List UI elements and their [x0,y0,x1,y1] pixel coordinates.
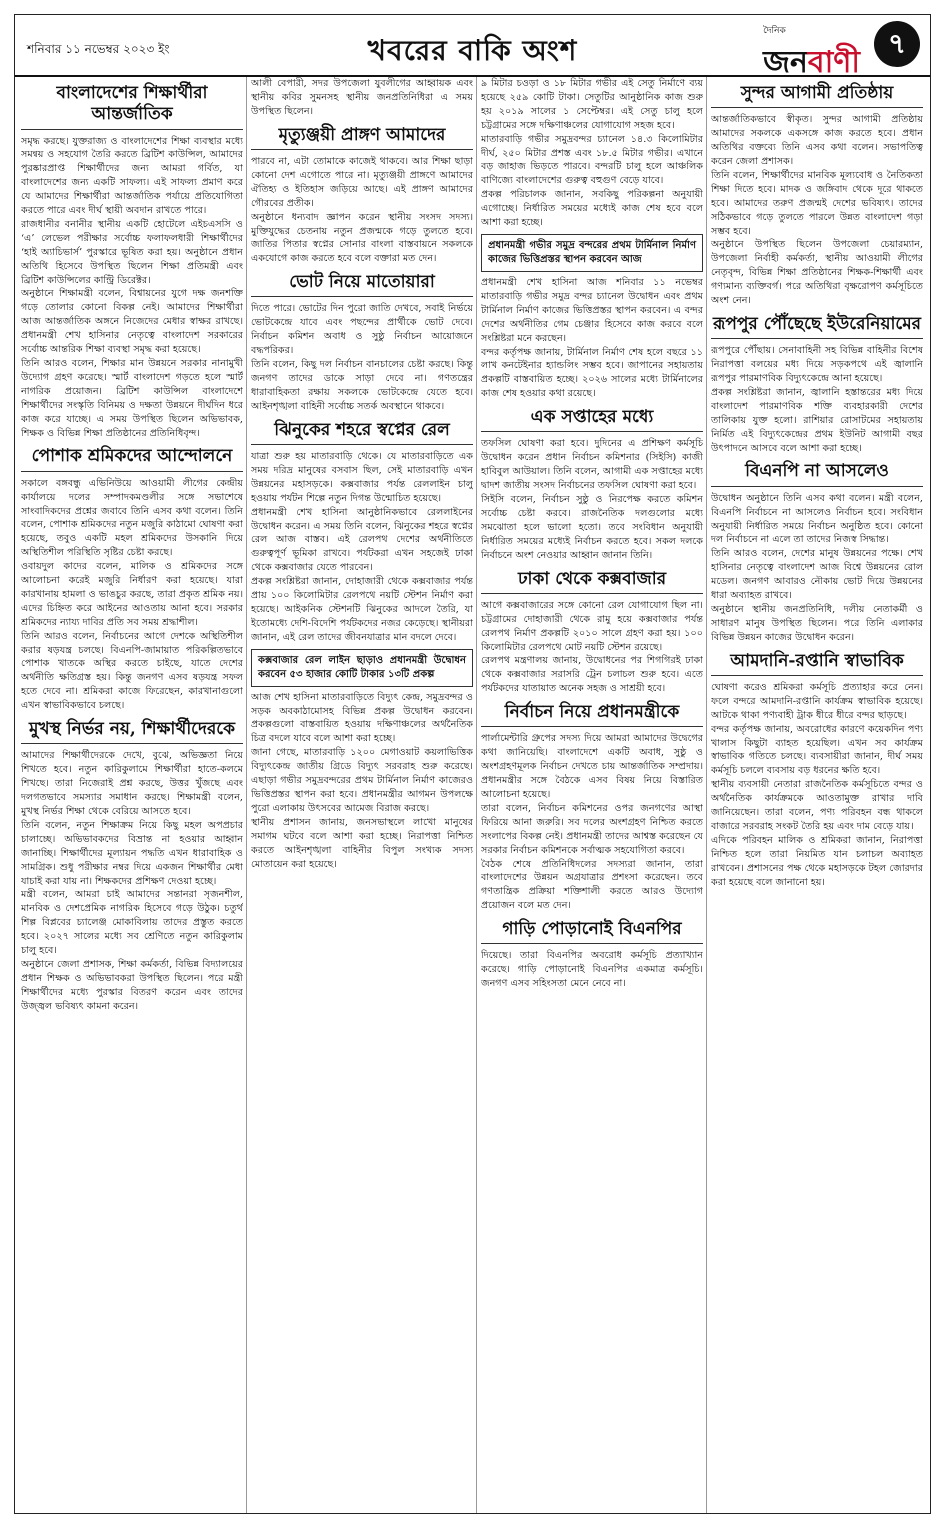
column-4 [711,77,923,1513]
article-paragraph: প্রকল্প সংশ্লিষ্টরা জানান, দোহাজারী থেকে কক্সবাজার পর্যন্ত প্রায় ১০০ কিলোমিটার রেলপথে নয়টি স্টেশন নির্মাণ করা হয়েছে। আইকনিক স্টেশনটি ঝিনুকের আদলে তৈরি, যা ইতোমধ্যে দেশি-বিদেশি পর্যটকদের নজর কেড়েছে। স্থানীয়রা জানান, এই রেল তাদের জীবনযাত্রার মান বদলে দেবে। [251,576,473,643]
article-headline: নির্বাচন নিয়ে প্রধানমন্ত্রীকে [481,702,703,727]
article-paragraph: পার্লামেন্টারি গ্রুপের সদস্য দিয়ে আমরা আমাদের উদ্বেগের কথা জানিয়েছি। বাংলাদেশে একটি অবাধ, সুষ্ঠু ও অংশগ্রহণমূলক নির্বাচন দেখতে চায় আন্তর্জাতিক সম্প্রদায়। প্রধানমন্ত্রীর সঙ্গে বৈঠকে এসব বিষয় নিয়ে বিস্তারিত আলোচনা হয়েছে। [481,733,703,800]
article-paragraph: তারা বলেন, নির্বাচন কমিশনের ওপর জনগণের আস্থা ফিরিয়ে আনা জরুরি। সব দলের অংশগ্রহণ নিশ্চিত করতে সংলাপের বিকল্প নেই। প্রধানমন্ত্রী তাদের আশ্বস্ত করেছেন যে সরকার নির্বাচন কমিশনকে সর্বাত্মক সহযোগিতা করবে। [481,802,703,856]
article-paragraph: তফসিল ঘোষণা করা হবে। দুদিনের এ প্রশিক্ষণ কর্মসূচি উদ্বোধন করেন প্রধান নির্বাচন কমিশনার (সিইসি) কাজী হাবিবুল আউয়াল। তিনি বলেন, আগামী এক সপ্তাহের মধ্যে দ্বাদশ জাতীয় সংসদ নির্বাচনের তফসিল ঘোষণা করা হবে। [481,438,703,492]
article-paragraph: প্রধানমন্ত্রী শেখ হাসিনা আজ শনিবার ১১ নভেম্বর মাতারবাড়ি গভীর সমুদ্র বন্দর চ্যানেল উদ্বোধন এবং প্রথম টার্মিনাল নির্মাণ কাজের ভিত্তিপ্রস্তর স্থাপন করবেন। এ বন্দর দেশের অর্থনীতির গেম চেঞ্জার হিসেবে কাজ করবে বলে সংশ্লিষ্টরা মনে করছেন। [481,276,703,344]
article [481,407,703,562]
column-2 [251,77,473,1513]
article-paragraph: যাত্রা শুরু হয় মাতারবাড়ি থেকে। যে মাতারবাড়িতে এক সময় দরিদ্র মানুষের বসবাস ছিল, সেই মাতারবাড়ি এখন উন্নয়নের মহাসড়কে। কক্সবাজার পর্যন্ত রেললাইন চালু হওয়ায় পর্যটন শিল্পে নতুন দিগন্ত উন্মোচিত হয়েছে। [251,450,473,504]
column-divider [706,77,707,1513]
article-headline: এক সপ্তাহের মধ্যে [481,407,703,432]
newspaper-page [14,14,931,1514]
article-headline: বাংলাদেশের শিক্ষার্থীরা আন্তর্জাতিক [21,83,243,130]
article-headline: ভোট নিয়ে মাতোয়ারা [251,272,473,297]
logo-text [763,45,860,80]
article-paragraph: রূপপুরে পৌঁছায়। সেনাবাহিনী সহ বিভিন্ন বাহিনীর বিশেষ নিরাপত্তা বলয়ের মধ্য দিয়ে সড়কপথে এই জ্বালানি রূপপুর পারমাণবিক বিদ্যুৎকেন্দ্রে আনা হয়েছে। [711,345,923,384]
article-headline: গাড়ি পোড়ানোই বিএনপির [481,919,703,944]
article-headline: সুন্দর আগামী প্রতিষ্ঠায় [711,83,923,108]
article [481,702,703,913]
article-paragraph: অনুষ্ঠানে স্থানীয় জনপ্রতিনিধি, দলীয় নেতাকর্মী ও সাধারণ মানুষ উপস্থিত ছিলেন। পরে তিনি এলাকার বিভিন্ন উন্নয়ন কাজের উদ্বোধন করেন। [711,603,923,643]
article [251,77,473,119]
article-paragraph: সকালে বঙ্গবন্ধু এভিনিউয়ে আওয়ামী লীগের কেন্দ্রীয় কার্যালয়ে দলের সম্পাদকমণ্ডলীর সঙ্গে সভাশেষে সাংবাদিকদের প্রশ্নের জবাবে তিনি এসব কথা বলেন। তিনি বলেন, পোশাক শ্রমিকদের নতুন মজুরি কাঠামো ঘোষণা করা হয়েছে, তবুও একটি মহল শ্রমিকদের উসকানি দিয়ে অস্থিতিশীল পরিস্থিতি সৃষ্টির চেষ্টা করছে। [21,477,243,559]
article-paragraph: স্থানীয় প্রশাসন জানায়, জনসভাস্থলে লাখো মানুষের সমাগম ঘটবে বলে আশা করা হচ্ছে। নিরাপত্তা নিশ্চিত করতে আইনশৃঙ্খলা বাহিনীর বিপুল সংখ্যক সদস্য মোতায়েন করা হয়েছে। [251,816,473,870]
article-paragraph: ঘোষণা করেও শ্রমিকরা কর্মসূচি প্রত্যাহার করে নেন। ফলে বন্দরে আমদানি-রপ্তানি কার্যক্রম স্বাভাবিক হয়েছে। আটকে থাকা পণ্যবাহী ট্রাক ধীরে ধীরে বন্দর ছাড়ছে। [711,681,923,721]
article-headline: মুখস্থ নির্ভর নয়, শিক্ষার্থীদেরকে [21,719,243,744]
article-paragraph: তিনি আরও বলেন, শিক্ষার মান উন্নয়নে সরকার নানামুখী উদ্যোগ গ্রহণ করেছে। স্মার্ট বাংলাদেশ গড়তে হলে স্মার্ট নাগরিক প্রয়োজন। ব্রিটিশ কাউন্সিল বাংলাদেশে শিক্ষার্থীদের সংস্কৃতি বিনিময় ও দক্ষতা উন্নয়নে দীর্ঘদিন ধরে কাজ করে যাচ্ছে। এ সময় উপস্থিত ছিলেন অভিভাবক, শিক্ষক ও বিভিন্ন শিক্ষা প্রতিষ্ঠানের প্রতিনিধিবৃন্দ। [21,358,243,439]
article-paragraph: স্থানীয় ব্যবসায়ী নেতারা রাজনৈতিক কর্মসূচিতে বন্দর ও অর্থনৈতিক কার্যক্রমকে আওতামুক্ত রাখার দাবি জানিয়েছেন। তারা বলেন, পণ্য পরিবহন বন্ধ থাকলে বাজারে সরবরাহ সংকট তৈরি হয় এবং দাম বেড়ে যায়। [711,779,923,832]
article-subhead: কক্সবাজার রেল লাইন ছাড়াও প্রধানমন্ত্রী উদ্বোধন করবেন ৫৩ হাজার কোটি টাকার ১৩টি প্রকল্প [251,649,473,687]
article-paragraph: আলী বেপারী, সদর উপজেলা যুবলীগের আহ্বায়ক এবং স্থানীয় কবির সুমনসহ স্থানীয় জনপ্রতিনিধিরা এ সময় উপস্থিত ছিলেন। [251,78,473,117]
page-number-badge: ৭ [874,21,920,67]
article-headline: মৃত্যুঞ্জয়ী প্রাঙ্গণ আমাদের [251,125,473,150]
article-headline: ঢাকা থেকে কক্সবাজার [481,569,703,594]
article-paragraph: তিনি বলেন, নতুন শিক্ষাক্রম নিয়ে কিছু মহল অপপ্রচার চালাচ্ছে। অভিভাবকদের বিভ্রান্ত না হওয়ার আহ্বান জানাচ্ছি। শিক্ষার্থীদের মূল্যায়ন পদ্ধতি এখন ধারাবাহিক ও সামগ্রিক। শুধু পরীক্ষার নম্বর দিয়ে একজন শিক্ষার্থীর মেধা যাচাই করা যায় না। শিক্ষকদের প্রশিক্ষণ দেওয়া হচ্ছে। [21,819,243,887]
article [481,569,703,697]
article [481,919,703,991]
article-headline: রূপপুর পৌঁছেছে ইউরেনিয়ামের [711,314,923,339]
article-paragraph: উদ্বোধন অনুষ্ঠানে তিনি এসব কথা বলেন। মন্ত্রী বলেন, বিএনপি নির্বাচনে না আসলেও নির্বাচন হবে। সংবিধান অনুযায়ী নির্ধারিত সময়ে নির্বাচন অনুষ্ঠিত হবে। কোনো দল নির্বাচনে না এলে তা তাদের নিজস্ব সিদ্ধান্ত। [711,492,923,546]
article-paragraph: আগে কক্সবাজারের সঙ্গে কোনো রেল যোগাযোগ ছিল না। চট্টগ্রামের দোহাজারী থেকে রামু হয়ে কক্সবাজার পর্যন্ত রেলপথ নির্মাণ প্রকল্পটি ২০১০ সালে গ্রহণ করা হয়। ১০০ কিলোমিটার রেলপথে মোট নয়টি স্টেশন রয়েছে। [481,599,703,653]
article-headline: পোশাক শ্রমিকদের আন্দোলনে [21,446,243,471]
logo-part-1: জন [763,45,808,80]
masthead [15,15,930,80]
article-paragraph: দিয়েছে। তারা বিএনপির অবরোধ কর্মসূচি প্রত্যাখ্যান করেছে। গাড়ি পোড়ানোই বিএনপির একমাত্র কর্মসূচি। জনগণ এসব সহিংসতা মেনে নেবে না। [481,950,703,990]
article-paragraph: দিতে পারে। ভোটের দিন পুরো জাতি দেখবে, সবাই নির্ভয়ে ভোটকেন্দ্রে যাবে এবং পছন্দের প্রার্থীকে ভোট দেবে। নির্বাচন কমিশন অবাধ ও সুষ্ঠু নির্বাচন আয়োজনে বদ্ধপরিকর। [251,303,473,357]
article-paragraph: সিইসি বলেন, নির্বাচন সুষ্ঠু ও নিরপেক্ষ করতে কমিশন সর্বোচ্চ চেষ্টা করবে। রাজনৈতিক দলগুলোর মধ্যে সমঝোতা হলে ভালো হতো। তবে সংবিধান অনুযায়ী নির্ধারিত সময়ের মধ্যেই নির্বাচন করতে হবে। সকল দলকে নির্বাচনে অংশ নেওয়ার আহ্বান জানান তিনি। [481,494,703,561]
column-divider [476,77,477,1513]
article-paragraph: অনুষ্ঠানে শিক্ষামন্ত্রী বলেন, বিশ্বায়নের যুগে দক্ষ জনশক্তি গড়ে তোলার কোনো বিকল্প নেই। আমাদের শিক্ষার্থীরা আজ আন্তর্জাতিক অঙ্গনে নিজেদের মেধার স্বাক্ষর রাখছে। প্রধানমন্ত্রী শেখ হাসিনার নেতৃত্বে বাংলাদেশ সরকারের সর্বোচ্চ আন্তরিক শিক্ষা ব্যবস্থা সমৃদ্ধ করা হয়েছে। [21,288,243,356]
article-paragraph: ওবায়দুল কাদের বলেন, মালিক ও শ্রমিকদের সঙ্গে আলোচনা করেই মজুরি নির্ধারণ করা হয়েছে। যারা কারখানায় হামলা ও ভাঙচুর করছে, তারা প্রকৃত শ্রমিক নয়। এদের চিহ্নিত করে আইনের আওতায় আনা হবে। সরকার শ্রমিকদের ন্যায্য দাবির প্রতি সব সময় শ্রদ্ধাশীল। [21,561,243,628]
article-paragraph: বৈঠক শেষে প্রতিনিধিদলের সদস্যরা জানান, তারা বাংলাদেশের উন্নয়ন অগ্রযাত্রার প্রশংসা করেছেন। তবে গণতান্ত্রিক প্রক্রিয়া শক্তিশালী করতে আরও উদ্যোগ প্রয়োজন বলে মত দেন। [481,858,703,912]
section-title: খবরের বাকি অংশ [367,34,578,67]
article [21,719,243,1013]
article-paragraph: মাতারবাড়ি গভীর সমুদ্রবন্দর চ্যানেল ১৪.৩ কিলোমিটার দীর্ঘ, ২৫০ মিটার প্রশস্ত এবং ১৮.৫ মিটার গভীর। এখানে বড় জাহাজ ভিড়তে পারবে। বন্দরটি চালু হলে আঞ্চলিক বাণিজ্যে বাংলাদেশের গুরুত্ব বহুগুণ বেড়ে যাবে। [481,133,703,187]
article [251,272,473,414]
article-paragraph: প্রধানমন্ত্রী শেখ হাসিনা আনুষ্ঠানিকভাবে রেললাইনের উদ্বোধন করেন। এ সময় তিনি বলেন, ঝিনুকের শহরে স্বপ্নের রেল আজ বাস্তব। এই রেলপথ দেশের অর্থনীতিতে গুরুত্বপূর্ণ ভূমিকা রাখবে। পর্যটকরা এখন সহজেই ঢাকা থেকে কক্সবাজার যেতে পারবেন। [251,506,473,574]
columns-container [15,77,930,1513]
article-paragraph: রাজধানীর বনানীর স্থানীয় একটি হোটেলে এইচএসসি ও ‘এ’ লেভেল পরীক্ষার সর্বোচ্চ ফলাফলধারী শিক্ষার্থীদের ‘হাই অ্যাচিভার্স’ পুরস্কারে ভূষিত করা হয়। অনুষ্ঠানে প্রধান অতিথি হিসেবে উপস্থিত ছিলেন শিক্ষা প্রতিমন্ত্রী এবং ব্রিটিশ কাউন্সিলের কান্ট্রি ডিরেক্টর। [21,218,243,286]
article-paragraph: এদিকে পরিবহন মালিক ও শ্রমিকরা জানান, নিরাপত্তা নিশ্চিত হলে তারা নিয়মিত যান চলাচল অব্যাহত রাখবেন। প্রশাসনের পক্ষ থেকে মহাসড়কে টহল জোরদার করা হয়েছে বলে জানানো হয়। [711,834,923,888]
article [21,446,243,713]
article [251,420,473,872]
article-paragraph: তিনি বলেন, কিছু দল নির্বাচন বানচালের চেষ্টা করছে। কিন্তু জনগণ তাদের ডাকে সাড়া দেবে না। গণতন্ত্রের ধারাবাহিকতা রক্ষায় সকলকে ভোটকেন্দ্রে যেতে হবে। আইনশৃঙ্খলা বাহিনী সর্বোচ্চ সতর্ক অবস্থানে থাকবে। [251,359,473,412]
column-1 [21,77,243,1513]
article-paragraph: জানা গেছে, মাতারবাড়ি ১২০০ মেগাওয়াট কয়লাভিত্তিক বিদ্যুৎকেন্দ্র জাতীয় গ্রিডে বিদ্যুৎ সরবরাহ শুরু করেছে। এছাড়া গভীর সমুদ্রবন্দরের প্রথম টার্মিনাল নির্মাণ কাজেরও ভিত্তিপ্রস্তর স্থাপন করা হবে। প্রধানমন্ত্রীর আগমন উপলক্ষে পুরো এলাকায় উৎসবের আমেজ বিরাজ করছে। [251,747,473,814]
logo-part-2: বাণী [807,45,860,80]
article [21,83,243,440]
column-divider [246,77,247,1513]
logo-small-text: দৈনিক [763,26,786,36]
article [481,77,703,401]
article-paragraph: তিনি আরও বলেন, নির্বাচনের আগে দেশকে অস্থিতিশীল করার ষড়যন্ত্র চলছে। বিএনপি-জামায়াত পরিকল্পিতভাবে পোশাক খাতকে অস্থির করতে চাইছে, যাতে দেশের অর্থনীতি ক্ষতিগ্রস্ত হয়। কিন্তু জনগণ এসব ষড়যন্ত্র সফল হতে দেবে না। শ্রমিকরা কাজে ফিরেছেন, কারখানাগুলো এখন স্বাভাবিকভাবে চলছে। [21,630,243,712]
article-headline: আমদানি-রপ্তানি স্বাভাবিক [711,651,923,676]
article-paragraph: পারবে না, এটা তোমাকে কাজেই থাকবে। আর শিক্ষা ছাড়া কোনো দেশ এগোতে পারে না। মৃত্যুঞ্জয়ী প্রাঙ্গণে আমাদের ঐতিহ্য ও ইতিহাস জড়িয়ে আছে। এই প্রাঙ্গণ আমাদের গৌরবের প্রতীক। [251,155,473,209]
column-3 [481,77,703,1513]
article-paragraph: আন্তর্জাতিকভাবে স্বীকৃত। সুন্দর আগামী প্রতিষ্ঠায় আমাদের সকলকে একসঙ্গে কাজ করতে হবে। প্রধান অতিথির বক্তব্যে তিনি এসব কথা বলেন। সভাপতিত্ব করেন জেলা প্রশাসক। [711,114,923,167]
article-paragraph: অনুষ্ঠানে জেলা প্রশাসক, শিক্ষা কর্মকর্তা, বিভিন্ন বিদ্যালয়ের প্রধান শিক্ষক ও অভিভাবকরা উপস্থিত ছিলেন। পরে মন্ত্রী শিক্ষার্থীদের মধ্যে পুরস্কার বিতরণ করেন এবং তাদের উজ্জ্বল ভবিষ্যৎ কামনা করেন। [21,958,243,1012]
issue-date: শনিবার ১১ নভেম্বর ২০২৩ ইং [27,42,170,56]
article-paragraph: বন্দর কর্তৃপক্ষ জানায়, টার্মিনাল নির্মাণ শেষ হলে বছরে ১১ লাখ কনটেইনার হ্যান্ডলিং সম্ভব হবে। জাপানের সহায়তায় প্রকল্পটি বাস্তবায়িত হচ্ছে। ২০২৬ সালের মধ্যে টার্মিনালের কাজ শেষ হওয়ার কথা রয়েছে। [481,346,703,400]
article-paragraph: বন্দর কর্তৃপক্ষ জানায়, অবরোধের কারণে কয়েকদিন পণ্য খালাস কিছুটা ব্যাহত হয়েছিল। এখন সব কার্যক্রম স্বাভাবিক গতিতে চলছে। ব্যবসায়ীরা জানান, দীর্ঘ সময় কর্মসূচি চললে ব্যবসায় বড় ধরনের ক্ষতি হবে। [711,723,923,777]
article-paragraph: অনুষ্ঠানে ধন্যবাদ জ্ঞাপন করেন স্থানীয় সংসদ সদস্য। মুক্তিযুদ্ধের চেতনায় নতুন প্রজন্মকে গড়ে তুলতে হবে। জাতির পিতার স্বপ্নের সোনার বাংলা বাস্তবায়নে সকলকে একযোগে কাজ করতে হবে বলে বক্তারা মত দেন। [251,211,473,265]
article-paragraph: তিনি বলেন, শিক্ষার্থীদের মানবিক মূল্যবোধ ও নৈতিকতা শিক্ষা দিতে হবে। মাদক ও জঙ্গিবাদ থেকে দূরে থাকতে হবে। আমাদের তরুণ প্রজন্মই দেশের ভবিষ্যৎ। তাদের সঠিকভাবে গড়ে তুলতে পারলে উন্নত বাংলাদেশ গড়া সম্ভব হবে। [711,169,923,237]
article-paragraph: সমৃদ্ধ করছে। যুক্তরাজ্য ও বাংলাদেশের শিক্ষা ব্যবস্থার মধ্যে সমন্বয় ও সহযোগ তৈরি করতে ব্রিটিশ কাউন্সিল, আমাদের পুরষ্কারপ্রাপ্ত শিক্ষার্থীদের জন্য আমরা গর্বিত, যা বাংলাদেশের জন্য একটি সাফল্য। এই সাফল্য প্রমাণ করে যে আমাদের শিক্ষার্থীরা আন্তর্জাতিক পর্যায়ে প্রতিযোগিতা করতে পারে এবং দীর্ঘ স্থায়ী অবদান রাখতে পারে। [21,135,243,217]
article-paragraph: তিনি আরও বলেন, দেশের মানুষ উন্নয়নের পক্ষে। শেখ হাসিনার নেতৃত্বে বাংলাদেশ আজ বিশ্বে উন্নয়নের রোল মডেল। জনগণ আবারও নৌকায় ভোট দিয়ে উন্নয়নের ধারা অব্যাহত রাখবে। [711,548,923,602]
article-paragraph: প্রকল্প পরিচালক জানান, সবকিছু পরিকল্পনা অনুযায়ী এগোচ্ছে। নির্ধারিত সময়ের মধ্যেই কাজ শেষ হবে বলে আশা করা হচ্ছে। [481,189,703,229]
article [711,83,923,308]
article-subhead: প্রধানমন্ত্রী গভীর সমুদ্র বন্দরের প্রথম টার্মিনাল নির্মাণ কাজের ভিত্তিপ্রস্তর স্থাপন করবেন আজ [481,234,703,272]
article-paragraph: অনুষ্ঠানে উপস্থিত ছিলেন উপজেলা চেয়ারম্যান, উপজেলা নির্বাহী কর্মকর্তা, স্থানীয় আওয়ামী লীগের নেতৃবৃন্দ, বিভিন্ন শিক্ষা প্রতিষ্ঠানের শিক্ষক-শিক্ষার্থী এবং গণ্যমান্য ব্যক্তিবর্গ। পরে অতিথিরা বৃক্ষরোপণ কর্মসূচিতে অংশ নেন। [711,239,923,307]
article-paragraph: রেলপথ মন্ত্রণালয় জানায়, উদ্বোধনের পর শিগগিরই ঢাকা থেকে কক্সবাজার সরাসরি ট্রেন চলাচল শুরু হবে। এতে পর্যটকদের যাতায়াত অনেক সহজ ও সাশ্রয়ী হবে। [481,655,703,695]
article-paragraph: আমাদের শিক্ষার্থীদেরকে দেখে, বুঝে, অভিজ্ঞতা নিয়ে শিখতে হবে। নতুন কারিকুলামে শিক্ষার্থীরা হাতে-কলমে শিখছে। তারা নিজেরাই প্রশ্ন করছে, উত্তর খুঁজছে এবং দলগতভাবে সমস্যার সমাধান করছে। শিক্ষামন্ত্রী বলেন, মুখস্থ নির্ভর শিক্ষা থেকে বেরিয়ে আসতে হবে। [21,750,243,817]
article-paragraph: মন্ত্রী বলেন, আমরা চাই আমাদের সন্তানরা সৃজনশীল, মানবিক ও দেশপ্রেমিক নাগরিক হিসেবে গড়ে উঠুক। চতুর্থ শিল্প বিপ্লবের চ্যালেঞ্জ মোকাবিলায় তাদের প্রস্তুত করতে হবে। ২০২৭ সালের মধ্যে সব শ্রেণিতে নতুন কারিকুলাম চালু হবে। [21,889,243,957]
article-paragraph: ৯ মিটার চওড়া ও ১৮ মিটার গভীর এই সেতু নির্মাণে ব্যয় হয়েছে ২৫৯ কোটি টাকা। সেতুটির আনুষ্ঠানিক কাজ শুরু হয় ২০১৯ সালের ১ সেপ্টেম্বর। এই সেতু চালু হলে চট্টগ্রামের সঙ্গে দক্ষিণাঞ্চলের যোগাযোগ সহজ হবে। [481,78,703,131]
article-headline: ঝিনুকের শহরে স্বপ্নের রেল [251,420,473,445]
article-headline: বিএনপি না আসলেও [711,461,923,486]
article-paragraph: প্রকল্প সংশ্লিষ্টরা জানান, জ্বালানি হস্তান্তরের মধ্য দিয়ে বাংলাদেশ পারমাণবিক শক্তি ব্যবহারকারী দেশের তালিকায় যুক্ত হলো। রাশিয়ার রোসাটমের সহায়তায় নির্মিত এই বিদ্যুৎকেন্দ্রের প্রথম ইউনিট আগামী বছর উৎপাদনে আসবে বলে আশা করা হচ্ছে। [711,386,923,454]
article [711,651,923,890]
article [711,461,923,644]
article-paragraph: আজ শেখ হাসিনা মাতারবাড়িতে বিদ্যুৎ কেন্দ্র, সমুদ্রবন্দর ও সড়ক অবকাঠামোসহ বিভিন্ন প্রকল্প উদ্বোধন করবেন। প্রকল্পগুলো বাস্তবায়িত হওয়ায় দক্ষিণাঞ্চলের অর্থনৈতিক চিত্র বদলে যাবে বলে আশা করা হচ্ছে। [251,691,473,745]
article [711,314,923,456]
article [251,125,473,267]
